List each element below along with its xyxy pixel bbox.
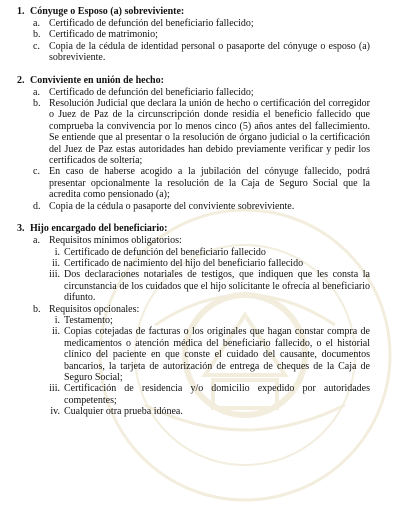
sub-item-text: Dos declaraciones notariales de testigos, que indiquen que les consta la circunstancia de los cuidados que el hijo solicitante le ofrecía al beneficiario difunto. [64,269,370,304]
section-conviviente [0,75,406,212]
item-marker: b. [33,98,41,110]
list-item [0,98,406,166]
item-text: Certificado de defunción del beneficiario fallecido; [49,18,254,29]
item-marker: c. [33,40,40,52]
section-title: Cónyuge o Esposo (a) sobreviviente: [30,6,185,17]
section-heading [0,6,406,18]
sub-item [0,269,406,303]
sub-item-marker: iii. [49,383,60,395]
sub-item [0,315,406,326]
item-text: Copia de la cédula de identidad personal o pasaporte del cónyuge o esposo (a) sobreviviente. [49,40,370,64]
item-text: Copia de la cédula o pasaporte del conviviente sobreviviente. [49,200,295,212]
item-text: Requisitos opcionales: [49,303,140,315]
sub-item-marker: i. [54,314,60,326]
section-conyuge [0,6,406,64]
item-text: Certificado de defunción del beneficiario fallecido; [49,86,254,98]
sub-item [0,326,406,383]
list-item [0,235,406,246]
sub-item-marker: ii. [51,326,60,338]
item-marker: a. [33,86,40,98]
list-item [0,29,406,40]
sub-item-text: Certificación de residencia y/o domicilio expedido por autoridades competentes; [64,383,370,406]
item-text: Certificado de matrimonio; [49,29,158,41]
list-item [0,166,406,200]
item-marker: c. [33,166,40,178]
sub-item-marker: iii. [49,269,60,281]
section-title: Conviviente en unión de hecho: [30,74,164,86]
sub-item-text: Certificado de nacimiento del hijo del beneficiario fallecido [64,257,304,269]
section-heading [0,223,406,235]
item-marker: a. [33,235,40,247]
section-hijo [0,223,406,418]
sub-item [0,258,406,269]
item-marker: a. [33,18,40,29]
list-item [0,41,406,64]
item-marker: d. [33,200,41,212]
section-number: 3. [17,223,25,235]
sub-item-marker: ii. [51,257,60,269]
sub-item-text: Cualquier otra prueba idónea. [64,406,183,418]
section-title: Hijo encargado del beneficiario: [30,223,168,235]
list-item [0,18,406,29]
list-item [0,304,406,315]
sub-item-marker: iv. [50,406,60,418]
item-marker: b. [33,29,41,41]
sub-item [0,247,406,258]
sub-item-text: Certificado de defunción del beneficiario fallecido [64,246,266,258]
item-marker: b. [33,303,41,315]
section-heading [0,75,406,87]
sub-item-text: Testamento; [64,314,113,326]
list-item [0,87,406,98]
sub-item-marker: i. [54,246,60,258]
sub-item-text: Copias cotejadas de facturas o los originales que hagan constar compra de medicamentos o atención médica del beneficiario fallecido, o el historial clínico del paciente en que conste el cuidado del causante, documentos bancarios, la tarjeta de autorización de entrega de cheques de la Caja de Seguro Social; [64,326,370,383]
item-text: En caso de haberse acogido a la jubilación del cónyuge fallecido, podrá presentar opcionalmente la resolución de la Caja de Seguro Social que la acredita como pensionado (a); [49,166,370,201]
requirements-list [0,6,406,418]
section-number: 1. [17,6,25,17]
item-text: Resolución Judicial que declara la unión de hecho o certificación del corregidor o Juez de Paz de la circunscripción donde residía el beneficio fallecido que comprueba la convivencia por lo menos cinco (5) años antes del fallecimiento. Se entiende que al presentar o la resolución de órgano judicial o la certificación del Juez de Paz estas autoridades han debido previamente verificar y pedir los certificados de soltería; [49,98,370,167]
item-text: Requisitos mínimos obligatorios: [49,235,182,247]
section-number: 2. [17,74,25,86]
sub-item [0,406,406,417]
list-item [0,201,406,212]
sub-item [0,383,406,406]
